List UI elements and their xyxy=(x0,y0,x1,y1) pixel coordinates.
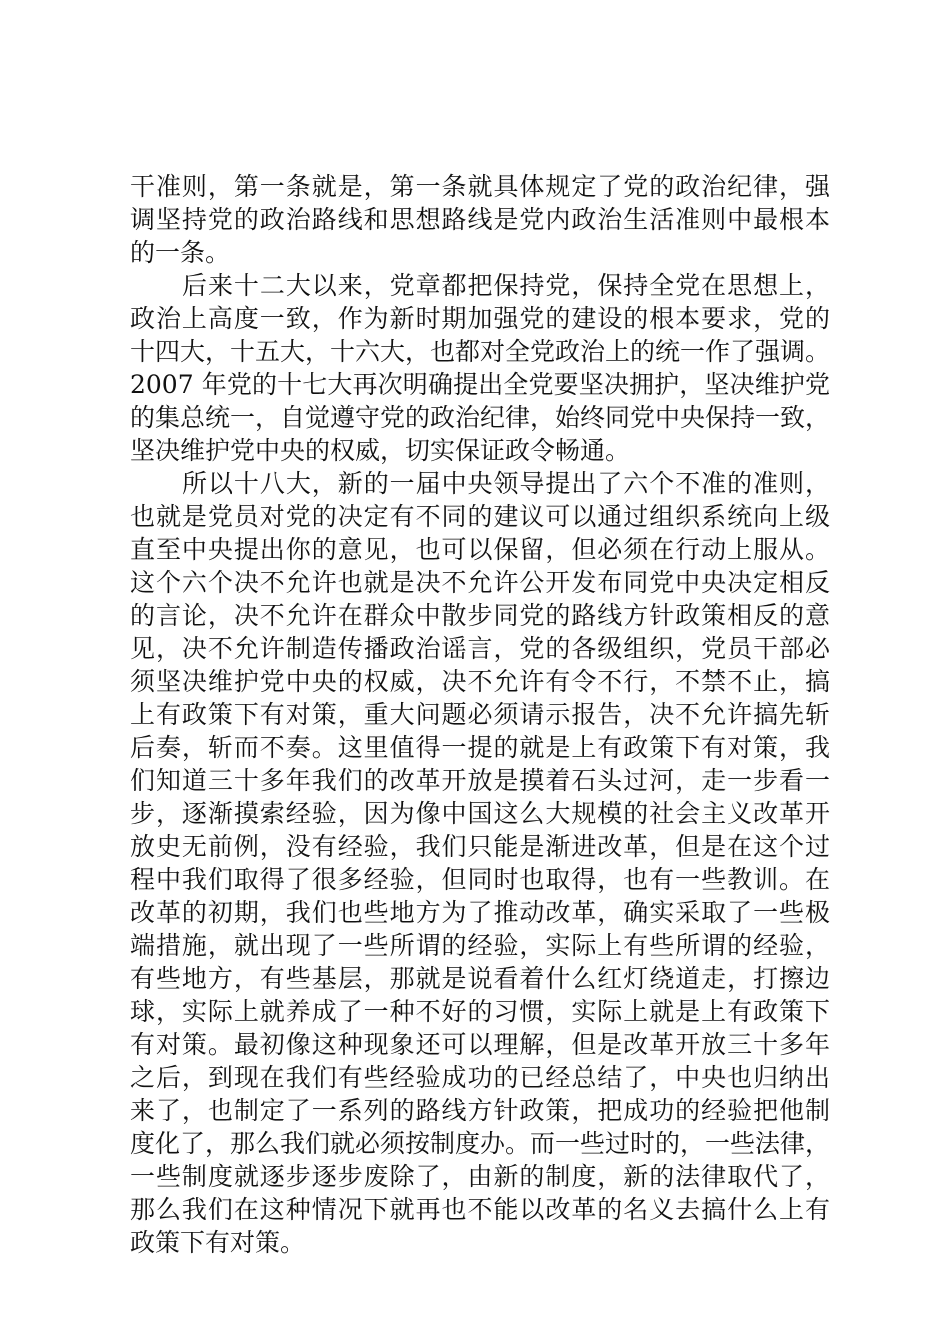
text-line: 后奏，斩而不奏。这里值得一提的就是上有政策下有对策，我 xyxy=(130,733,830,762)
text-line: 球，实际上就养成了一种不好的习惯，实际上就是上有政策下 xyxy=(130,997,830,1026)
paragraph-first-line: 后来十二大以来，党章都把保持党，保持全党在思想上， xyxy=(182,271,830,300)
text-line: 那么我们在这种情况下就再也不能以改革的名义去搞什么上有 xyxy=(130,1195,830,1224)
text-line: 的言论，决不允许在群众中散步同党的路线方针政策相反的意 xyxy=(130,601,830,630)
text-line: 须坚决维护党中央的权威，决不允许有令不行，不禁不止，搞 xyxy=(130,667,830,696)
text-line: 也就是党员对党的决定有不同的建议可以通过组织系统向上级 xyxy=(130,502,830,531)
text-line: 政策下有对策。 xyxy=(130,1228,306,1257)
text-line: 见，决不允许制造传播政治谣言，党的各级组织，党员干部必 xyxy=(130,634,830,663)
text-line: 一些制度就逐步逐步废除了，由新的制度，新的法律取代了， xyxy=(130,1162,830,1191)
text-line: 干准则，第一条就是，第一条就具体规定了党的政治纪律，强 xyxy=(130,172,830,201)
text-line: 这个六个决不允许也就是决不允许公开发布同党中央决定相反 xyxy=(130,568,830,597)
text-line: 放史无前例，没有经验，我们只能是渐进改革，但是在这个过 xyxy=(130,832,830,861)
text-line: 之后，到现在我们有些经验成功的已经总结了，中央也归纳出 xyxy=(130,1063,830,1092)
text-line: 调坚持党的政治路线和思想路线是党内政治生活准则中最根本 xyxy=(130,205,830,234)
paragraph-first-line: 所以十八大，新的一届中央领导提出了六个不准的准则， xyxy=(182,469,830,498)
text-line: 有对策。最初像这种现象还可以理解，但是改革开放三十多年 xyxy=(130,1030,830,1059)
text-line: 端措施，就出现了一些所谓的经验，实际上有些所谓的经验， xyxy=(130,931,830,960)
text-line: 来了，也制定了一系列的路线方针政策，把成功的经验把他制 xyxy=(130,1096,830,1125)
text-line: 步，逐渐摸索经验，因为像中国这么大规模的社会主义改革开 xyxy=(130,799,830,828)
text-line: 们知道三十多年我们的改革开放是摸着石头过河，走一步看一 xyxy=(130,766,830,795)
text-line: 2007 年党的十七大再次明确提出全党要坚决拥护，坚决维护党 xyxy=(130,370,830,399)
document-page xyxy=(130,170,830,1259)
text-line: 的一条。 xyxy=(130,238,231,267)
text-line: 十四大，十五大，十六大，也都对全党政治上的统一作了强调。 xyxy=(130,337,830,366)
text-line: 政治上高度一致，作为新时期加强党的建设的根本要求，党的 xyxy=(130,304,830,333)
text-line: 有些地方，有些基层，那就是说看着什么红灯绕道走，打擦边 xyxy=(130,964,830,993)
text-line: 改革的初期，我们也些地方为了推动改革，确实采取了一些极 xyxy=(130,898,830,927)
text-line: 上有政策下有对策，重大问题必须请示报告，决不允许搞先斩 xyxy=(130,700,830,729)
text-line: 的集总统一，自觉遵守党的政治纪律，始终同党中央保持一致， xyxy=(130,403,830,432)
text-line: 程中我们取得了很多经验，但同时也取得，也有一些教训。在 xyxy=(130,865,830,894)
text-line: 坚决维护党中央的权威，切实保证政令畅通。 xyxy=(130,436,631,465)
text-line: 直至中央提出你的意见，也可以保留，但必须在行动上服从。 xyxy=(130,535,830,564)
text-line: 度化了，那么我们就必须按制度办。而一些过时的，一些法律， xyxy=(130,1129,830,1158)
